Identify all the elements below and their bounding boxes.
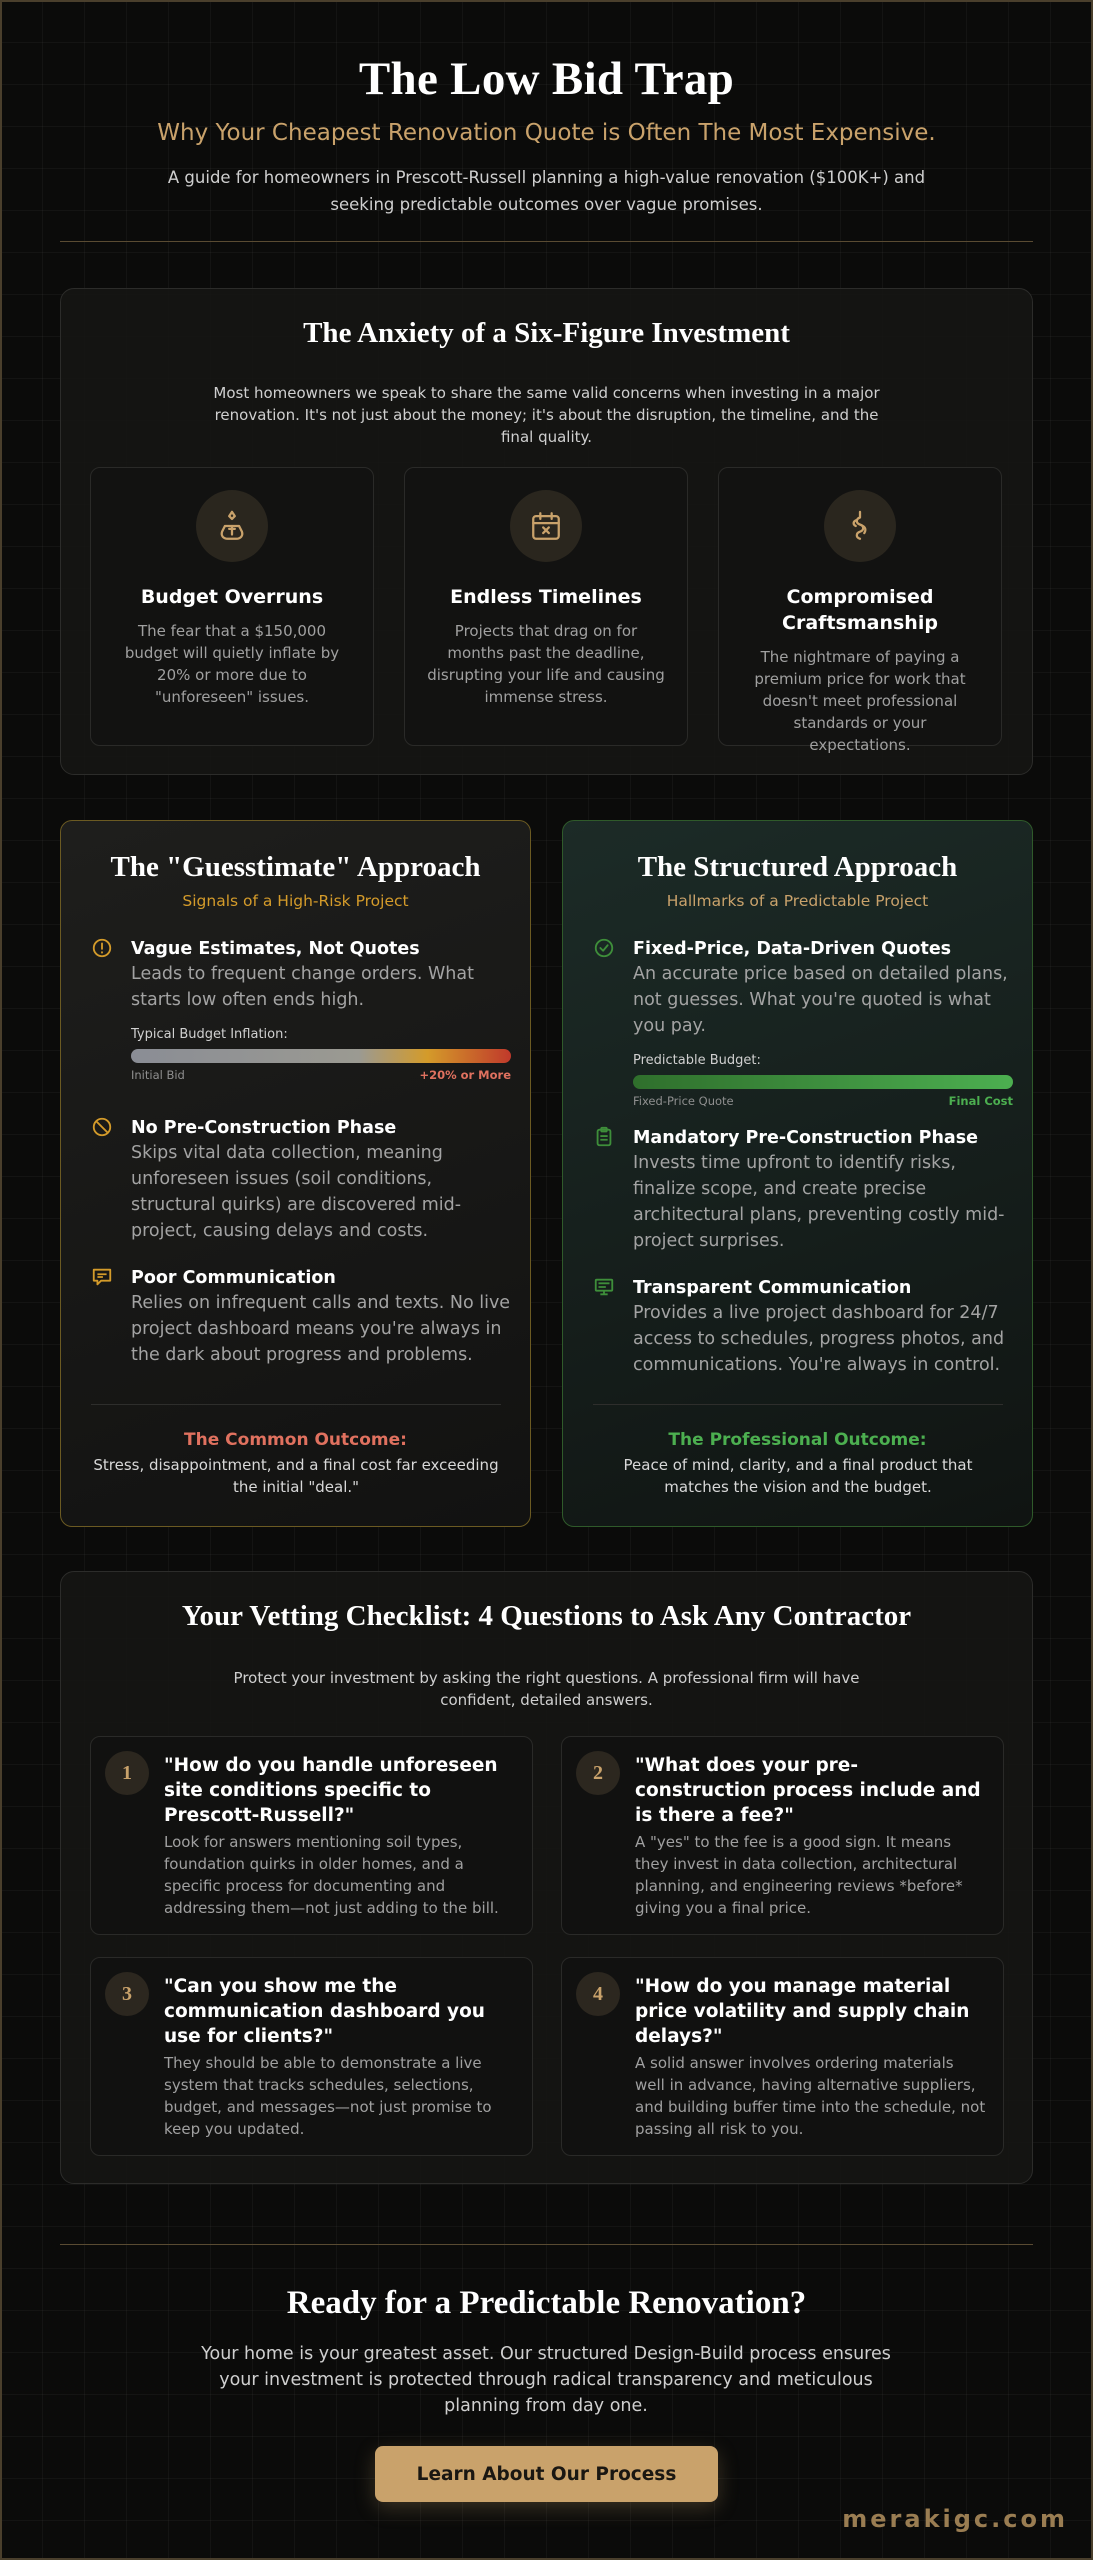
structured-column	[562, 820, 1033, 1527]
column-divider	[593, 1404, 1003, 1405]
guesstimate-column	[60, 820, 531, 1527]
hallmark-item-title: Transparent Communication	[633, 1278, 912, 1298]
question-card-4	[561, 1957, 1004, 2156]
risk-item-text: Skips vital data collection, meaning unforeseen issues (soil conditions, structural quirks) are discovered mid-project, causing delays and costs.	[131, 1143, 462, 1241]
hero	[60, 52, 1033, 218]
concern-card-timelines	[404, 467, 688, 746]
question-number: 1	[105, 1751, 149, 1795]
predictable-bar-end: Final Cost	[948, 1094, 1013, 1108]
concern-card-craftsmanship	[718, 467, 1002, 754]
guesstimate-title: The "Guesstimate" Approach	[110, 851, 481, 883]
professional-outcome-title: The Professional Outcome:	[668, 1430, 927, 1450]
guesstimate-subtitle: Signals of a High-Risk Project	[182, 892, 409, 910]
concern-text: The nightmare of paying a premium price for work that doesn't meet professional standards or your expectations.	[754, 648, 966, 754]
anxiety-title: The Anxiety of a Six-Figure Investment	[303, 317, 790, 349]
inflation-bar-end: +20% or More	[419, 1068, 511, 1082]
structured-subtitle: Hallmarks of a Predictable Project	[666, 892, 929, 910]
section-divider	[60, 2244, 1033, 2245]
inflation-bar-label: Typical Budget Inflation:	[131, 1027, 288, 1042]
column-divider	[91, 1404, 501, 1405]
question-text: They should be able to demonstrate a live system that tracks schedules, selections, budget, and messages—not just promise to keep you updated.	[164, 2054, 492, 2138]
anxiety-section	[60, 288, 1033, 775]
risk-item-text: Leads to frequent change orders. What starts low often ends high.	[131, 964, 474, 1010]
concern-text: The fear that a $150,000 budget will quietly inflate by 20% or more due to "unforeseen" issues.	[124, 622, 340, 706]
concern-title: Compromised Craftsmanship	[782, 586, 938, 634]
question-text: A "yes" to the fee is a good sign. It means they invest in data collection, architectural planning, and engineering reviews *before* giving you a final price.	[635, 1833, 963, 1917]
question-number: 2	[576, 1751, 620, 1795]
question-number: 4	[576, 1972, 620, 2016]
anxiety-text: Most homeowners we speak to share the same valid concerns when investing in a major renovation. It's not just about the money; it's about the disruption, the timeline, and the final quality.	[213, 384, 880, 446]
question-card-1	[90, 1736, 533, 1935]
cta-text: Your home is your greatest asset. Our structured Design-Build process ensures your investment is protected through radical transparency and meticulous planning from day one.	[201, 2344, 891, 2416]
checklist-text: Protect your investment by asking the right questions. A professional firm will have confident, detailed answers.	[233, 1669, 860, 1709]
page-intro: A guide for homeowners in Prescott-Russell planning a high-value renovation ($100K+) and seeking predictable outcomes over vague promises.	[167, 168, 926, 214]
predictable-budget-bar	[633, 1075, 1013, 1089]
risk-item-title: No Pre-Construction Phase	[131, 1118, 397, 1138]
hallmark-item-title: Mandatory Pre-Construction Phase	[633, 1128, 979, 1148]
question-title: "How do you handle unforeseen site conditions specific to Prescott-Russell?"	[164, 1755, 498, 1826]
money-bag-icon	[196, 490, 268, 562]
footer-brand-link[interactable]: merakigc.com	[842, 2505, 1068, 2533]
question-title: "What does your pre-construction process include and is there a fee?"	[635, 1755, 981, 1826]
message-icon	[91, 1266, 113, 1288]
question-title: "How do you manage material price volatility and supply chain delays?"	[635, 1976, 970, 2047]
hallmark-item-title: Fixed-Price, Data-Driven Quotes	[633, 939, 952, 959]
budget-inflation-bar	[131, 1049, 511, 1063]
calendar-icon	[510, 490, 582, 562]
inflation-bar-start: Initial Bid	[131, 1068, 185, 1082]
common-outcome-text: Stress, disappointment, and a final cost far exceeding the initial "deal."	[93, 1456, 499, 1496]
risk-item-text: Relies on infrequent calls and texts. No live project dashboard means you're always in the dark about progress and problems.	[131, 1293, 511, 1365]
question-card-3	[90, 1957, 533, 2156]
warning-circle-icon	[91, 937, 113, 959]
learn-about-process-button[interactable]: Learn About Our Process	[375, 2446, 718, 2502]
section-divider	[60, 241, 1033, 242]
tangled-thread-icon	[824, 490, 896, 562]
hallmark-item-text: Provides a live project dashboard for 24/7 access to schedules, progress photos, and communications. You're always in control.	[633, 1303, 1005, 1375]
question-text: Look for answers mentioning soil types, foundation quirks in older homes, and a specific process for documenting and addressing them—not just adding to the bill.	[164, 1833, 499, 1917]
structured-title: The Structured Approach	[637, 851, 958, 883]
page-subtitle: Why Your Cheapest Renovation Quote is Often The Most Expensive.	[157, 120, 936, 146]
page-title: The Low Bid Trap	[358, 53, 735, 105]
cta-title: Ready for a Predictable Renovation?	[286, 2285, 807, 2321]
checklist-title: Your Vetting Checklist: 4 Questions to Ask Any Contractor	[181, 1600, 912, 1632]
predictable-bar-start: Fixed-Price Quote	[633, 1094, 734, 1108]
predictable-bar-label: Predictable Budget:	[633, 1053, 761, 1068]
risk-item-title: Poor Communication	[131, 1268, 336, 1288]
question-text: A solid answer involves ordering materials well in advance, having alternative suppliers, and building buffer time into the schedule, not passing all risk to you.	[635, 2054, 986, 2138]
clipboard-icon	[593, 1126, 615, 1148]
concern-title: Budget Overruns	[140, 586, 324, 608]
check-circle-icon	[593, 937, 615, 959]
question-card-2	[561, 1736, 1004, 1935]
risk-item-title: Vague Estimates, Not Quotes	[131, 939, 420, 959]
concern-card-budget	[90, 467, 374, 746]
concern-text: Projects that drag on for months past the deadline, disrupting your life and causing immense stress.	[427, 622, 665, 706]
concern-title: Endless Timelines	[450, 586, 642, 608]
professional-outcome-text: Peace of mind, clarity, and a final product that matches the vision and the budget.	[623, 1456, 973, 1496]
monitor-icon	[593, 1276, 615, 1298]
question-number: 3	[105, 1972, 149, 2016]
prohibited-icon	[91, 1116, 113, 1138]
hallmark-item-text: An accurate price based on detailed plans, not guesses. What you're quoted is what you pay.	[633, 964, 1008, 1036]
checklist-section	[60, 1571, 1033, 2184]
common-outcome-title: The Common Outcome:	[184, 1430, 407, 1450]
hallmark-item-text: Invests time upfront to identify risks, finalize scope, and create precise architectural plans, preventing costly mid-project surprises.	[633, 1153, 1005, 1251]
question-title: "Can you show me the communication dashboard you use for clients?"	[164, 1976, 485, 2047]
